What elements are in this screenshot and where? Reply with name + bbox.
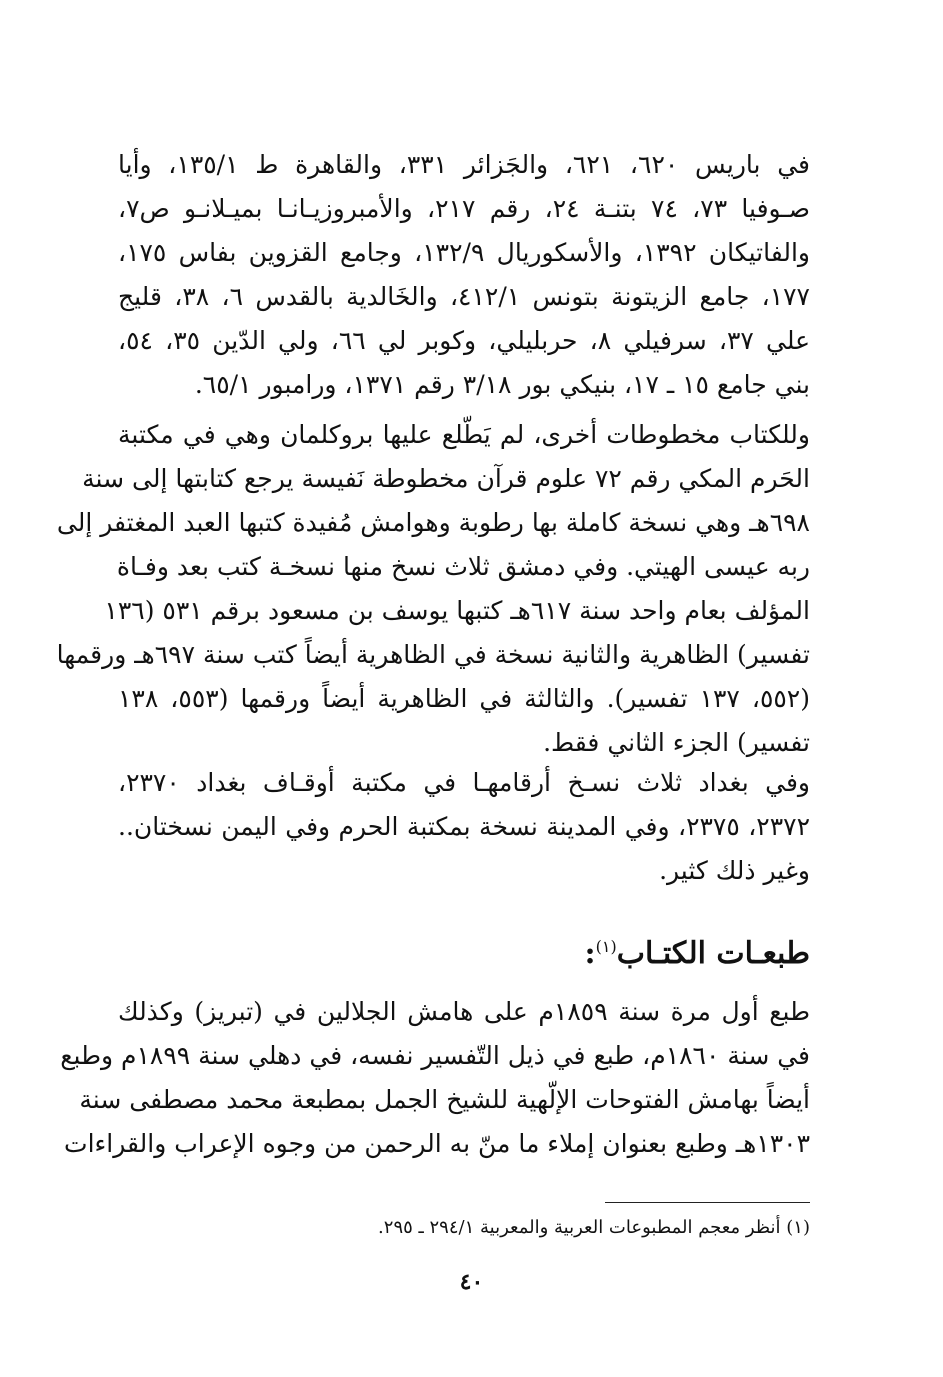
text-line: في باريس ٦٢٠، ٦٢١، والجَزائر ٣٣١، والقاهرة ط ١٣٥/١، وأيا	[118, 150, 811, 179]
text-line: علي ٣٧، سرفيلي ٨، حربليلي، وكوبر لي ٦٦، ولي الدّين ٣٥، ٥٤،	[118, 326, 811, 355]
text-line: ٦٩٨هـ وهي نسخة كاملة بها رطوبة وهوامش مُفيدة كتبها العبد المغتفر إلى	[56, 508, 810, 537]
footnote: (١) أنظر معجم المطبوعات العربية والمعربية ٢٩٤/١ ـ ٢٩٥.	[378, 1217, 810, 1238]
footnote-reference[interactable]: (١)	[595, 937, 617, 956]
text-line: طبع أول مرة سنة ١٨٥٩م على هامش الجلالين في (تبريز) وكذلك	[118, 997, 810, 1026]
text-line: والفاتيكان ١٣٩٢، والأسكوريال ١٣٢/٩، وجامع القزوين بفاس ١٧٥،	[118, 238, 810, 267]
text-line: (٥٥٢، ١٣٧ تفسير). والثالثة في الظاهرية أيضاً ورقمها (٥٥٣، ١٣٨	[118, 684, 811, 713]
section-heading	[118, 924, 810, 984]
heading-colon: :	[584, 936, 596, 971]
paragraph-baghdad-copies	[118, 761, 810, 893]
text-line: وفي بغداد ثلاث نسـخ أرقامهـا في مكتبة أوقـاف بغداد ٢٣٧٠،	[118, 768, 810, 797]
text-line: ٢٣٧٢، ٢٣٧٥، وفي المدينة نسخة بمكتبة الحرم وفي اليمن نسختان..	[118, 812, 811, 841]
text-line: أيضاً بهامش الفتوحات الإلّهية للشيخ الجمل بمطبعة محمد مصطفى سنة	[79, 1085, 810, 1114]
footnote-divider	[605, 1202, 810, 1203]
page-number: ٤٠	[459, 1269, 484, 1295]
paragraph-editions	[60, 990, 810, 1166]
text-line: وللكتاب مخطوطات أخرى، لم يَطّلع عليها بروكلمان وهي في مكتبة	[118, 420, 810, 449]
text-line: صـوفيا ٧٣، ٧٤ بتنـة ٢٤، رقم ٢١٧، والأمبروزيـانـا بميـلانـو ص٧،	[118, 194, 811, 223]
heading-text: طبعـات الكتـاب	[616, 936, 810, 971]
text-line: في سنة ١٨٦٠م، طبع في ذيل التّفسير نفسه، في دهلي سنة ١٨٩٩م وطبع	[60, 1041, 810, 1070]
text-line: تفسير) الجزء الثاني فقط.	[543, 728, 810, 757]
text-line: الحَرم المكي رقم ٧٢ علوم قرآن مخطوطة نَفيسة يرجع كتابتها إلى سنة	[82, 464, 810, 493]
text-line: ربه عيسى الهيتي. وفي دمشق ثلاث نسخ منها نسخـة كتب بعد وفـاة	[116, 552, 810, 581]
paragraph-manuscript-locations	[118, 143, 810, 407]
text-line: وغير ذلك كثير.	[659, 856, 810, 885]
text-line: ١٧٧، جامع الزيتونة بتونس ٤١٢/١، والخَالدية بالقدس ٦، ٣٨، قليج	[118, 282, 810, 311]
text-line: ١٣٠٣هـ وطبع بعنوان إملاء ما منّ به الرحمن من وجوه الإعراب والقراءات	[64, 1129, 810, 1158]
text-line: بني جامع ١٥ ـ ١٧، بنيكي بور ٣/١٨ رقم ١٣٧١، ورامبور ٦٥/١.	[194, 370, 810, 399]
text-line: المؤلف بعام واحد سنة ٦١٧هـ كتبها يوسف بن مسعود برقم ٥٣١ (١٣٦	[104, 596, 810, 625]
paragraph-other-manuscripts	[56, 413, 811, 765]
text-line: تفسير) الظاهرية والثانية نسخة في الظاهرية أيضاً كتب سنة ٦٩٧هـ ورقمها	[56, 640, 810, 669]
